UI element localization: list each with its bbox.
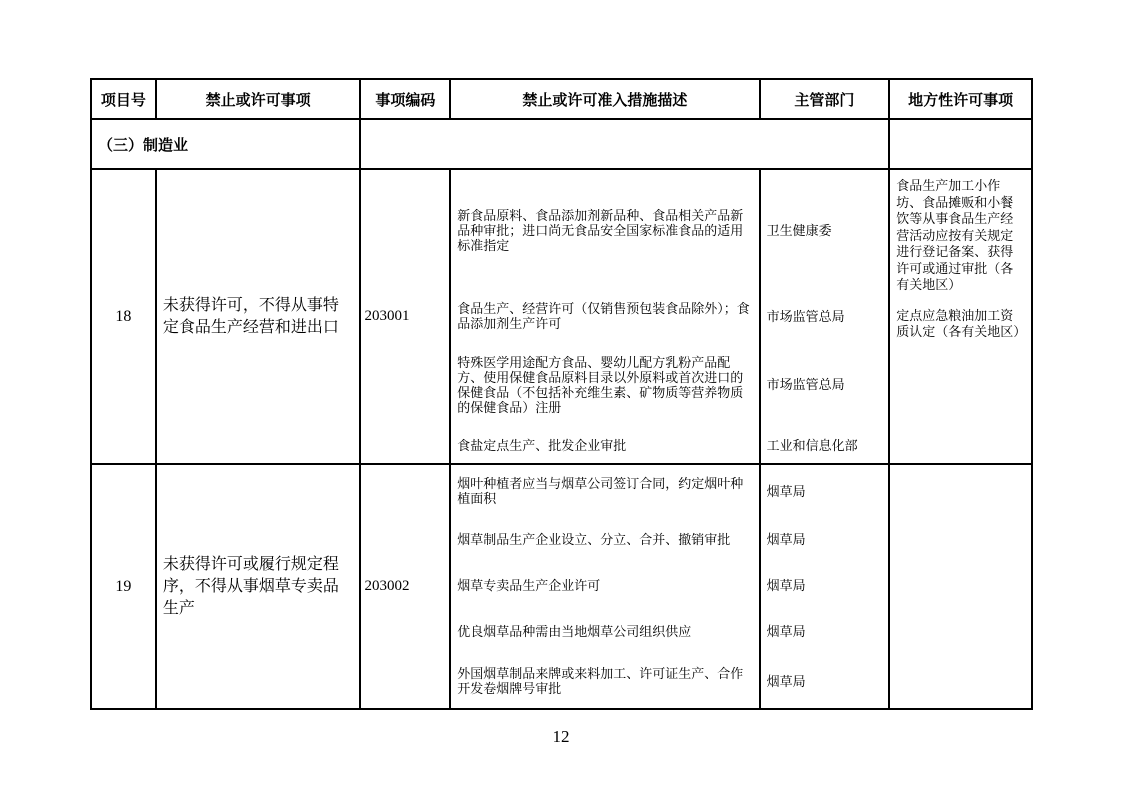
row-19-measure-4-dept: 烟草局 [766,624,806,640]
row-18-departments [761,170,891,465]
header-local-licensing-item: 地方性许可事项 [890,80,1033,120]
row-18-measure-2-desc: 食品生产、经营许可（仅销售预包装食品除外）；食品添加剂生产许可 [457,301,750,331]
header-competent-department: 主管部门 [761,80,891,120]
section-title: （三）制造业 [92,120,361,170]
row-19-measure-5-desc: 外国烟草制品来牌或来料加工、许可证生产、合作开发卷烟牌号审批 [457,666,744,697]
row-18-number: 18 [92,170,157,465]
header-item-number: 项目号 [92,80,157,120]
row-18-measure-1-dept: 卫生健康委 [766,223,832,239]
row-19-item: 未获得许可或履行规定程序，不得从事烟草专卖品生产 [157,465,362,710]
row-19-measure-1-dept: 烟草局 [766,483,806,499]
row-19-number: 19 [92,465,157,710]
row-18-measure-4-desc: 食盐定点生产、批发企业审批 [457,438,627,454]
row-19-measure-3-desc: 烟草专卖品生产企业许可 [457,577,601,593]
row-19-departments [761,465,891,710]
row-19-measure-4-desc: 优良烟草品种需由当地烟草公司组织供应 [457,624,692,640]
row-18-item: 未获得许可，不得从事特定食品生产经营和进出口 [157,170,362,465]
row-18-local-item-1: 食品生产加工小作坊、食品摊贩和小餐饮等从事食品生产经营活动应按有关规定进行登记备案、获得许可或通过审批（各有关地区） [896,178,1014,292]
section-empty-cell-local [890,120,1033,170]
row-19-measure-2-dept: 烟草局 [766,532,806,548]
row-18-measure-3-desc: 特殊医学用途配方食品、婴幼儿配方乳粉产品配方、使用保健食品原料目录以外原料或首次进口的保健食品（不包括补充维生素、矿物质等营养物质的保健食品）注册 [457,354,744,415]
row-19-measure-3-dept: 烟草局 [766,577,806,593]
row-18-measure-descriptions [451,170,760,465]
row-18-measure-1-desc: 新食品原料、食品添加剂新品种、食品相关产品新品种审批；进口尚无食品安全国家标准食品的适用标准指定 [457,208,744,254]
header-measure-description: 禁止或许可准入措施描述 [451,80,760,120]
section-empty-cell [361,120,890,170]
row-18-measure-2-dept: 市场监管总局 [766,308,845,324]
row-18-code: 203001 [361,170,451,465]
header-prohibited-or-licensed-item: 禁止或许可事项 [157,80,362,120]
page-number: 12 [552,727,570,746]
row-18-measure-3-dept: 市场监管总局 [766,377,845,393]
table-row-19 [92,465,1033,710]
row-19-measure-5-dept: 烟草局 [766,673,806,689]
row-18-measure-4-dept: 工业和信息化部 [766,438,858,454]
table-row-18 [92,170,1033,465]
row-19-measure-descriptions [451,465,760,710]
row-18-local-items [890,170,1033,465]
access-list-table [90,78,1033,710]
row-19-measure-2-desc: 烟草制品生产企业设立、分立、合并、撤销审批 [457,532,731,548]
section-row-manufacturing [92,120,1033,170]
row-19-local-items-empty [890,465,1033,710]
row-19-measure-1-desc: 烟叶种植者应当与烟草公司签订合同，约定烟叶种植面积 [457,476,744,507]
row-19-code: 203002 [361,465,451,710]
row-18-local-item-2: 定点应急粮油加工资质认定（各有关地区） [896,307,1027,339]
table-header-row [92,80,1033,120]
header-item-code: 事项编码 [361,80,451,120]
